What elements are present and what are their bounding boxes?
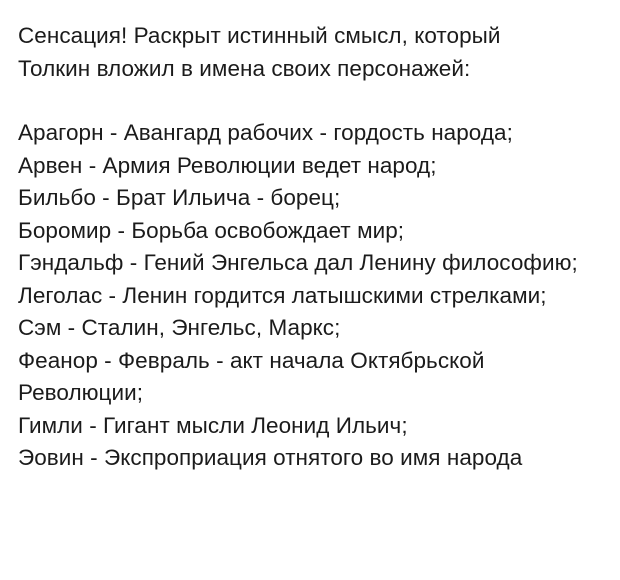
list-item: Гимли - Гигант мысли Леонид Ильич; — [18, 412, 408, 438]
list-item: Сэм - Сталин, Энгельс, Маркс; — [18, 315, 341, 340]
post-text — [18, 20, 614, 475]
list-item: Эовин - Экспроприация отнятого во имя народа — [18, 445, 523, 470]
list-item: Боромир - Борьба освобождает мир; — [18, 217, 405, 243]
list-item: Гэндальф - Гений Энгельса дал Ленину философию; — [18, 250, 578, 275]
list-item: Арагорн - Авангард рабочих - гордость народа; — [18, 120, 513, 145]
list-item: Бильбо - Брат Ильича - борец; — [18, 185, 341, 210]
intro-line: Толкин вложил в имена своих персонажей: — [18, 55, 471, 81]
intro-line: Сенсация! Раскрыт истинный смысл, который — [18, 23, 501, 48]
post-intro — [18, 20, 614, 85]
list-item: Леголас - Ленин гордится латышскими стрелками; — [18, 282, 547, 308]
list-item: Феанор - Февраль - акт начала Октябрьской Революции; — [18, 347, 485, 405]
list-item: Арвен - Армия Революции ведет народ; — [18, 152, 437, 178]
name-meaning-list — [18, 117, 614, 475]
